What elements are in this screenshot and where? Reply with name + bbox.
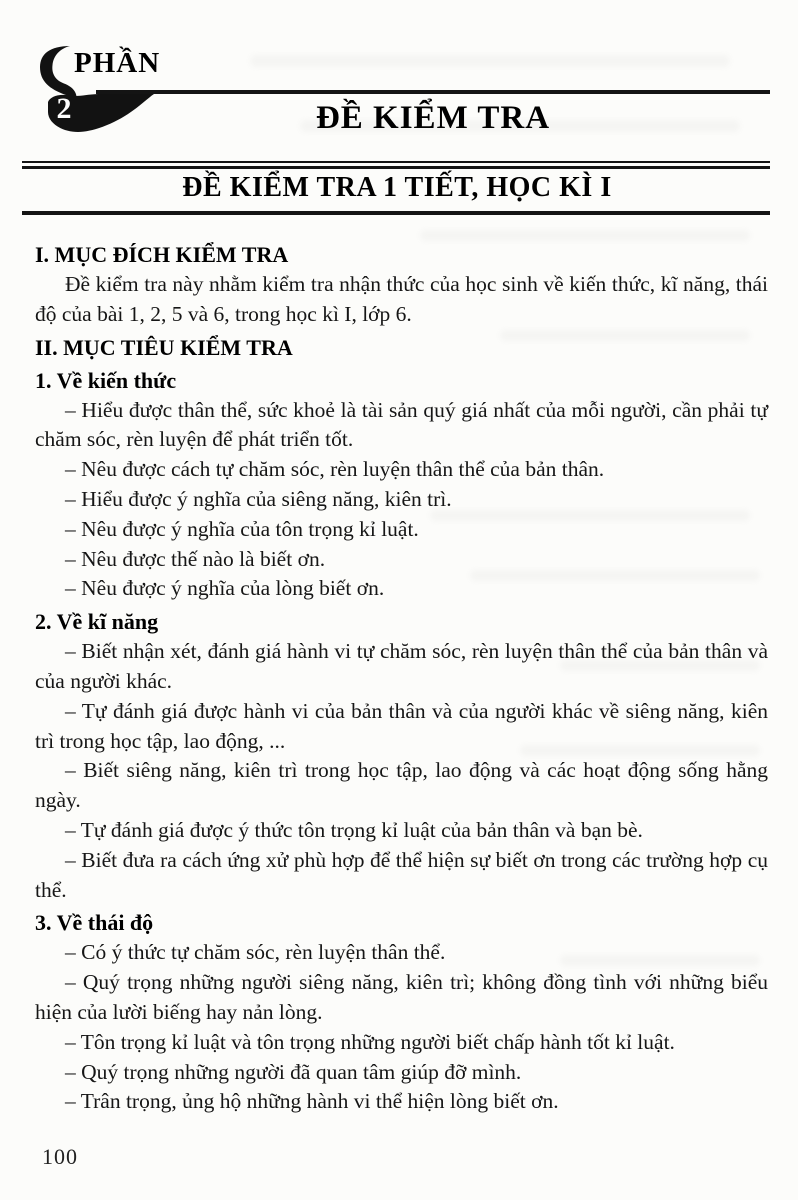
bullet-item: – Nêu được thế nào là biết ơn. [65,546,326,571]
part-label: PHẦN [74,47,161,79]
bullet-item: – Nêu được ý nghĩa của tôn trọng kỉ luật. [65,516,419,541]
bullet-item: – Tự đánh giá được ý thức tôn trọng kỉ luật của bản thân và bạn bè. [65,817,643,842]
subtitle-rule-upper-thin [22,161,770,163]
bullet-item: – Quý trọng những người đã quan tâm giúp đỡ mình. [65,1059,522,1084]
section-heading: II. MỤC TIÊU KIỂM TRA [35,334,293,360]
bleed-artifact [250,55,730,67]
header-rule-top [96,90,770,94]
part-number: 2 [56,92,72,125]
bullet-item: – Quý trọng những người siêng năng, kiên trì; không đồng tình với những biểu hiện của lười biếng hay nản lòng. [35,970,768,1024]
page-title: ĐỀ KIỂM TRA [315,100,551,136]
bullet-item: – Biết nhận xét, đánh giá hành vi tự chăm sóc, rèn luyện thân thể của bản thân và của người khác. [35,639,768,693]
bullet-item: – Trân trọng, ủng hộ những hành vi thể hiện lòng biết ơn. [65,1089,559,1114]
subtitle-rule-upper-thick [22,166,770,169]
section-heading: I. MỤC ĐÍCH KIỂM TRA [35,242,289,267]
section-banner-title: ĐỀ KIỂM TRA 1 TIẾT, HỌC KÌ I [182,172,612,203]
bullet-item: – Hiểu được thân thể, sức khoẻ là tài sản quý giá nhất của mỗi người, cần phải tự chăm sóc, rèn luyện để phát triển tốt. [35,397,768,452]
subsection-heading: 1. Về kiến thức [35,367,177,393]
subsection-heading: 3. Về thái độ [35,910,154,936]
bullet-item: – Hiểu được ý nghĩa của siêng năng, kiên trì. [65,486,452,511]
page-number: 100 [42,1144,78,1169]
bullet-item: – Tôn trọng kỉ luật và tôn trọng những người biết chấp hành tốt kỉ luật. [65,1029,675,1054]
subtitle-rule-lower [22,211,770,215]
subsection-heading: 2. Về kĩ năng [35,609,159,635]
bullet-item: – Tự đánh giá được hành vi của bản thân và của người khác về siêng năng, kiên trì trong học tập, lao động, ... [35,698,768,753]
bullet-item: – Biết siêng năng, kiên trì trong học tập, lao động và các hoạt động sống hằng ngày. [35,758,768,813]
bullet-item: – Có ý thức tự chăm sóc, rèn luyện thân thể. [65,940,446,965]
bullet-item: – Biết đưa ra cách ứng xử phù hợp để thể hiện sự biết ơn trong các trường hợp cụ thể. [35,847,768,902]
paragraph: Đề kiểm tra này nhằm kiểm tra nhận thức của học sinh về kiến thức, kĩ năng, thái độ của bài 1, 2, 5 và 6, trong học kì I, lớp 6. [35,272,768,326]
bullet-item: – Nêu được cách tự chăm sóc, rèn luyện thân thể của bản thân. [65,457,605,482]
bullet-item: – Nêu được ý nghĩa của lòng biết ơn. [65,576,385,601]
document-body [35,237,768,1117]
